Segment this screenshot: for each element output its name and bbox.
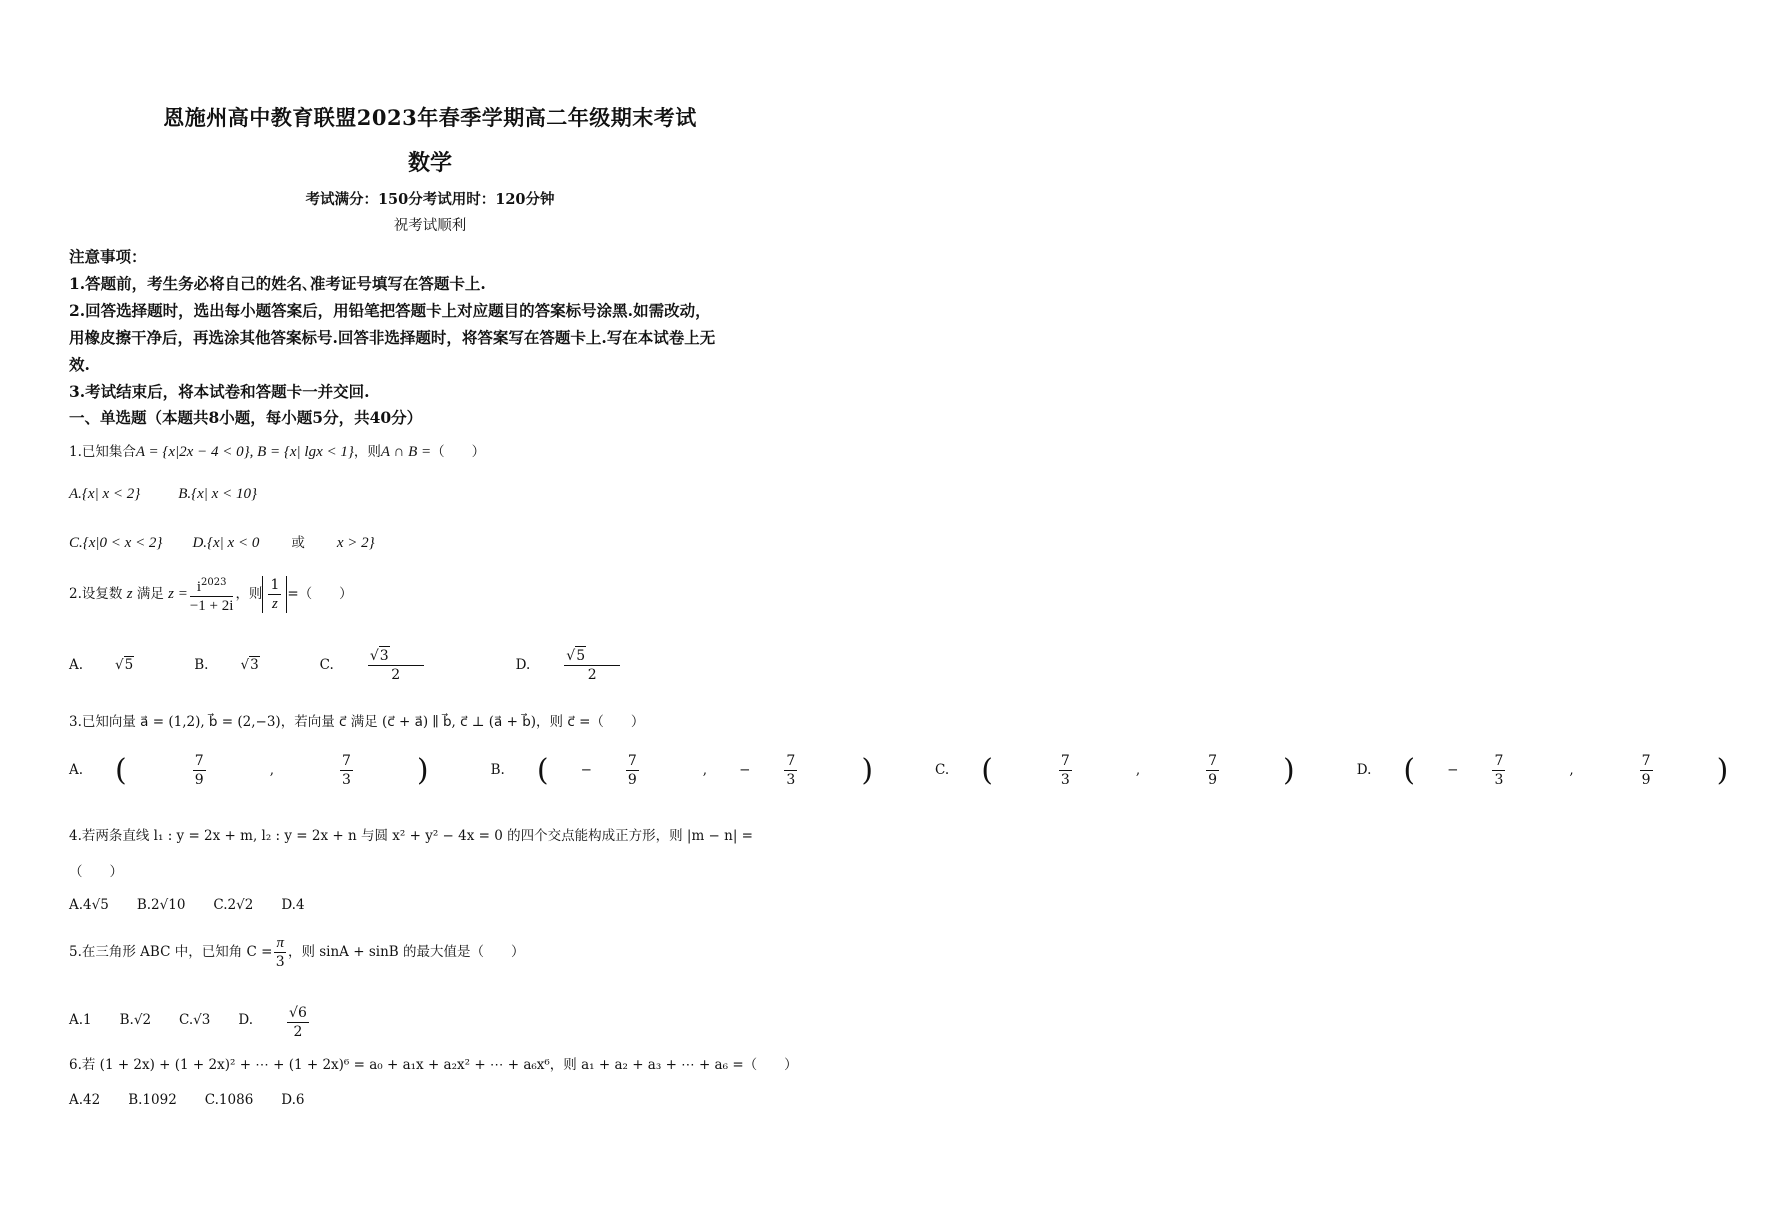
q1-options-row-1 (69, 486, 800, 503)
notes-heading: 注意事项： (69, 247, 147, 266)
question-2: 2.设复数 z 满足 z = $\frac{i^{2023}}{-1 + 2i}$ ，则 $\frac{1}{z}$ =（ ） (69, 574, 800, 615)
q5-option-c: C.√3 (179, 1012, 211, 1028)
q2-option-a: A. √5 (69, 656, 134, 673)
q5-option-b: B.√2 (119, 1012, 152, 1028)
q4-blank: （ ） (69, 864, 123, 880)
q4-option-c: C.2√2 (213, 897, 254, 913)
q6-option-b: B.1092 (128, 1092, 177, 1108)
exam-title: 恩施州高中教育联盟2023年春季学期高二年级期末考试 (163, 105, 697, 130)
q1-option-c: C.{x|0 < x < 2} (69, 535, 163, 551)
q1-option-a: A.{x| x < 2} (69, 486, 141, 502)
q1-options-row-2 (69, 531, 800, 552)
q2-option-b: B. √3 (194, 656, 259, 673)
q6-options (69, 1092, 800, 1108)
q2-options (69, 646, 800, 684)
exam-info: 考试满分：150分考试用时：120分钟 (305, 191, 555, 208)
q1-option-b: B.{x| x < 10} (178, 486, 257, 502)
section-heading: 一、单选题（本题共8小题，每小题5分，共40分） (69, 408, 423, 427)
q1-sets: A = {x|2x − 4 < 0}, B = {x| lgx < 1} (135, 444, 354, 460)
q5-option-d: D. $\frac{√6}{2}$ (238, 1005, 307, 1040)
note-item: 1.答题前，考生务必将自己的姓名､准考证号填写在答题卡上. (69, 274, 486, 293)
q4-option-b: B.2√10 (136, 897, 186, 913)
q3-option-d: D. ( − $\frac{7}{3}$ , $\frac{7}{9}$ ) (1356, 753, 1729, 788)
q6-option-c: C.1086 (204, 1092, 254, 1108)
q2-option-c: C. $\frac{√3}{2}$ (320, 646, 488, 684)
q1-option-d: D.{x| x < 0 或 x > 2} (192, 535, 375, 551)
q6-option-d: D.6 (281, 1092, 305, 1108)
question-3: 3.已知向量 a⃗ = (1,2), b⃗ = (2,−3)，若向量 c⃗ 满足 (c⃗ + a⃗) ∥ b⃗, c⃗ ⊥ (a⃗ + b⃗)，则 c⃗ =（ ） (69, 714, 645, 730)
q6-option-a: A.42 (69, 1092, 101, 1108)
q4-option-a: A.4√5 (69, 897, 109, 913)
q2-abs: $\frac{1}{z}$ (262, 576, 287, 613)
question-4: 4.若两条直线 l₁ : y = 2x + m, l₂ : y = 2x + n 与圆 x² + y² − 4x = 0 的四个交点能构成正方形，则 |m − n| = (69, 828, 753, 844)
q3-option-c: C. ( $\frac{7}{3}$ , $\frac{7}{9}$ ) (935, 753, 1295, 788)
good-luck-text: 祝考试顺利 (393, 218, 467, 234)
question-5: 5.在三角形 ABC 中，已知角 C = $\frac{\pi}{3}$ ，则 sinA + sinB 的最大值是（ ） (69, 935, 525, 970)
note-item: 用橡皮擦干净后，再选涂其他答案标号.回答非选择题时，将答案写在答题卡上.写在本试卷上无 (69, 328, 716, 347)
note-item: 3.考试结束后，将本试卷和答题卡一并交回. (69, 382, 370, 401)
note-item: 2.回答选择题时，选出每小题答案后，用铅笔把答题卡上对应题目的答案标号涂黑.如需改动， (69, 301, 711, 320)
q4-options (69, 897, 800, 913)
q4-option-d: D.4 (281, 897, 305, 913)
q3-options (69, 752, 1729, 789)
question-6: 6.若 (1 + 2x) + (1 + 2x)² + ⋯ + (1 + 2x)⁶ = a₀ + a₁x + a₂x² + ⋯ + a₆x⁶，则 a₁ + a₂ + a₃ + ⋯ + a₆ =（ ） (69, 1057, 798, 1073)
subject-title: 数学 (407, 150, 452, 176)
q5-option-a: A.1 (69, 1012, 92, 1028)
question-1: 1.已知集合A = {x|2x − 4 < 0}, B = {x| lgx < 1}，则A ∩ B =（ ） (69, 444, 486, 460)
q2-fraction: $\frac{i^{2023}}{-1 + 2i}$ (190, 574, 234, 615)
q3-option-b: B. ( − $\frac{7}{9}$ , − $\frac{7}{3}$ ) (490, 753, 874, 788)
note-item: 效. (69, 355, 90, 374)
q2-option-d: D. $\frac{√5}{2}$ (516, 646, 684, 684)
q5-options (69, 1004, 800, 1041)
q3-option-a: A. ( $\frac{7}{9}$ , $\frac{7}{3}$ ) (69, 753, 429, 788)
